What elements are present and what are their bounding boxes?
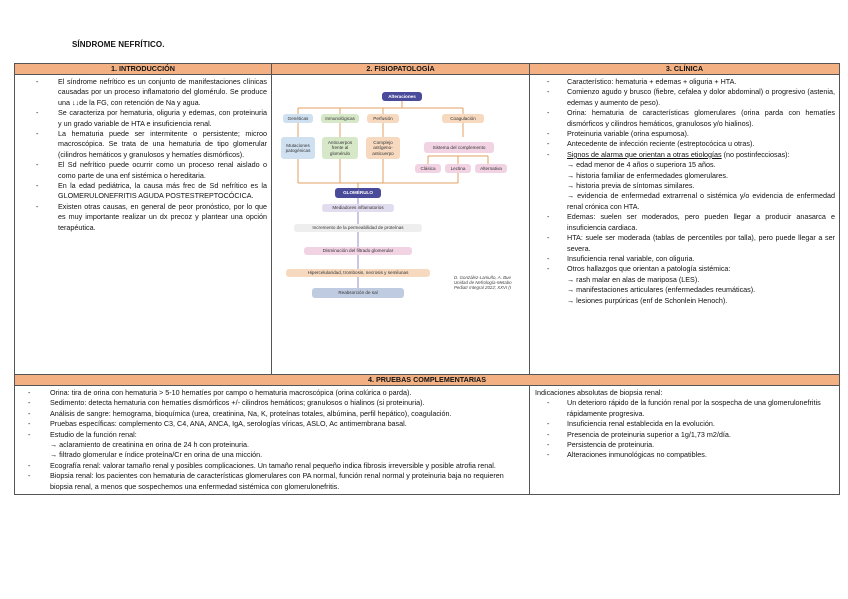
coagulacion-box: Coagulación <box>442 114 484 123</box>
mediadores-box: Mediadores inflamatorios <box>322 204 394 212</box>
sub-item: → aclaramiento de creatinina en orina de 24 h con proteinuria. <box>50 440 249 450</box>
list-item: - Presencia de proteinuria superior a 1g/1,73 m2/día. <box>533 430 835 440</box>
biopsia-title: Indicaciones absolutas de biopsia renal: <box>535 388 663 397</box>
signos-suffix: (no postinfecciosas): <box>721 149 790 159</box>
introduccion-cell <box>15 75 272 375</box>
hipercelularidad-box: Hipercelularidad, trombosis, necrosis y semilunas <box>286 269 430 277</box>
list-item: - Sedimento: detecta hematuria con hematíes dismórficos +/- cilindros hemáticos; granulosos o hialinos (si proteinuria). <box>18 398 525 408</box>
header-fisiopatologia: 2. FISIOPATOLOGÍA <box>272 64 530 75</box>
list-item: - La hematuria puede ser intermitente o persistente; microo macroscópica. Se trata de una hematuria de tipo glomerular (cilindros hemáticos y granulosos y hematíes dismórficos). <box>18 129 267 160</box>
list-item: - Biopsia renal: los pacientes con hematuria de características glomerulares con PA normal, función renal normal y proteinuria baja no requieren biopsia renal, a menos que sospechemos una enfermedad sistémica con glomerulonefritis. <box>18 471 525 492</box>
perfusion-box: Perfusión <box>367 114 399 123</box>
fisiopatologia-cell <box>272 75 530 375</box>
list-item: - Insuficiencia renal establecida en la evolución. <box>533 419 835 429</box>
header-pruebas: 4. PRUEBAS COMPLEMENTARIAS <box>15 375 840 386</box>
list-item: - Persistencia de proteinuria. <box>533 440 835 450</box>
inmunologicas-box: Inmunológicas <box>321 114 359 123</box>
header-clinica: 3. CLÍNICA <box>530 64 840 75</box>
funcion-label: Estudio de la función renal: <box>50 429 137 439</box>
sub-item: → historia familiar de enfermedades glomerulares. <box>567 170 728 180</box>
list-item: - Orina: tira de orina con hematuria > 5-10 hematíes por campo o hematuria macroscópica (orina colúrica o parda). <box>18 388 525 398</box>
list-item: - En la edad pediátrica, la causa más frec de Sd nefrítico es la GLOMERULONEFRITIS AGUDA POSTESTREPTOCÓCICA. <box>18 181 267 202</box>
introduccion-list <box>18 77 267 233</box>
sub-item: → historia previa de síntomas similares. <box>567 181 695 191</box>
otros-label: Otros hallazgos que orientan a patología sistémica: <box>567 264 731 274</box>
pruebas-cell <box>15 386 530 495</box>
clinica-cell <box>530 75 840 375</box>
document-title: SÍNDROME NEFRÍTICO. <box>72 40 165 49</box>
list-item: - Antecedente de infección reciente (estreptocócica u otras). <box>533 139 835 149</box>
list-item: - Edemas: suelen ser moderados, pero pueden llegar a producir anasarca e insuficiencia cardiaca. <box>533 212 835 233</box>
disminucion-box: Disminución del filtrado glomerular <box>304 247 412 255</box>
list-item: - Característico: hematuria + edemas + oliguria + HTA. <box>533 77 835 87</box>
list-item: - Proteinuria variable (orina espumosa). <box>533 129 835 139</box>
list-item-funcion <box>18 430 525 461</box>
sistema-complemento-box: Sistema del complemento <box>424 142 494 153</box>
mutaciones-box: Mutaciones patogénicas <box>281 137 315 159</box>
fisiopatologia-diagram <box>278 81 526 307</box>
signos-label: Signos de alarma que orientan a otras etiologías <box>567 149 722 159</box>
list-item: - El síndrome nefrítico es un conjunto de manifestaciones clínicas causadas por un proceso inflamatorio del glomérulo. Se produce una ↓↓de la FG, con retención de Na y agua. <box>18 77 267 108</box>
geneticas-box: Genéticas <box>283 114 313 123</box>
sub-item: → evidencia de enfermedad extrarrenal o sistémica y/o evidencia de enfermedad renal crónica con HTA. <box>567 191 835 211</box>
sub-item: → filtrado glomerular e índice proteína/Cr en orina de una micción. <box>50 450 263 460</box>
summary-table <box>14 63 840 495</box>
list-item: - Comienzo agudo y brusco (fiebre, cefalea y dolor abdominal) o progresivo (astenia, edemas y aumento de peso). <box>533 87 835 108</box>
list-item: - Insuficiencia renal variable, con oliguria. <box>533 254 835 264</box>
glomerulo-box: GLOMÉRULO <box>335 188 381 198</box>
list-item: - Ecografía renal: valorar tamaño renal y posibles complicaciones. Un tamaño renal pequeño indica fibrosis irreversible y posible atrofia renal. <box>18 461 525 471</box>
list-item: - Alteraciones inmunológicas no compatibles. <box>533 450 835 460</box>
list-item: - Se caracteriza por hematuria, oliguria y edemas, con proteinuria y un grado variable de HTA e insuficiencia renal. <box>18 108 267 129</box>
list-item: - Análisis de sangre: hemograma, bioquímica (urea, creatinina, Na, K, proteínas totales, albúmina, perfil hepático), coagulación. <box>18 409 525 419</box>
reabsorcion-box: Reabsorción de sal <box>312 288 404 298</box>
incremento-box: Incremento de la permeabilidad de proteínas <box>294 224 422 232</box>
list-item: - Pruebas específicas: complemento C3, C4, ANA, ANCA, IgA, serologías víricas, ASLO, Ac antimembrana basal. <box>18 419 525 429</box>
alteraciones-box: Alteraciones <box>382 92 422 101</box>
pruebas-list <box>18 388 525 492</box>
biopsia-list <box>533 398 835 460</box>
sub-item: → lesiones purpúricas (enf de Schonlein Henoch). <box>567 295 728 305</box>
anticuerpos-box: Anticuerpos frente al glomérulo <box>322 137 358 159</box>
header-introduccion: 1. INTRODUCCIÓN <box>15 64 272 75</box>
list-item: - HTA: suele ser moderada (tablas de percentiles por talla), pero puede llegar a ser severa. <box>533 233 835 254</box>
biopsia-cell <box>530 386 840 495</box>
clinica-list <box>533 77 835 306</box>
sub-item: → rash malar en alas de mariposa (LES). <box>567 274 700 284</box>
list-item: - El Sd nefrítico puede ocurrir como un proceso renal aislado o como parte de una enf sistémica o hereditaria. <box>18 160 267 181</box>
sub-item: → edad menor de 4 años o superiora 15 años. <box>567 160 716 170</box>
diagram-credit: D. González-Lamuño, A. Bue Unidad de Nefrología-Metabo Pediatr Integral 2022; XXVI (I <box>454 275 512 291</box>
sub-item: → manifestaciones articulares (enfermedades reumáticas). <box>567 285 756 295</box>
list-item-otros <box>533 264 835 306</box>
alternativa-box: Alternativa <box>475 164 507 173</box>
complejo-box: Complejo antígeno-anticuerpo <box>366 137 400 159</box>
list-item: - Existen otras causas, en general de peor pronóstico, por lo que es muy importante realizar un dx precoz y plantear una opción terapéutica. <box>18 202 267 233</box>
list-item: - Un deterioro rápido de la función renal por la sospecha de una glomerulonefritis rápidamente progresiva. <box>533 398 835 419</box>
clasica-box: Clásica <box>415 164 441 173</box>
lectina-box: Lectina <box>445 164 471 173</box>
list-item: - Orina: hematuria de características glomerulares (orina parda con hematíes dismórficos y cilindros hemáticos, granulosos y/o hialinos). <box>533 108 835 129</box>
list-item-signos <box>533 150 835 212</box>
